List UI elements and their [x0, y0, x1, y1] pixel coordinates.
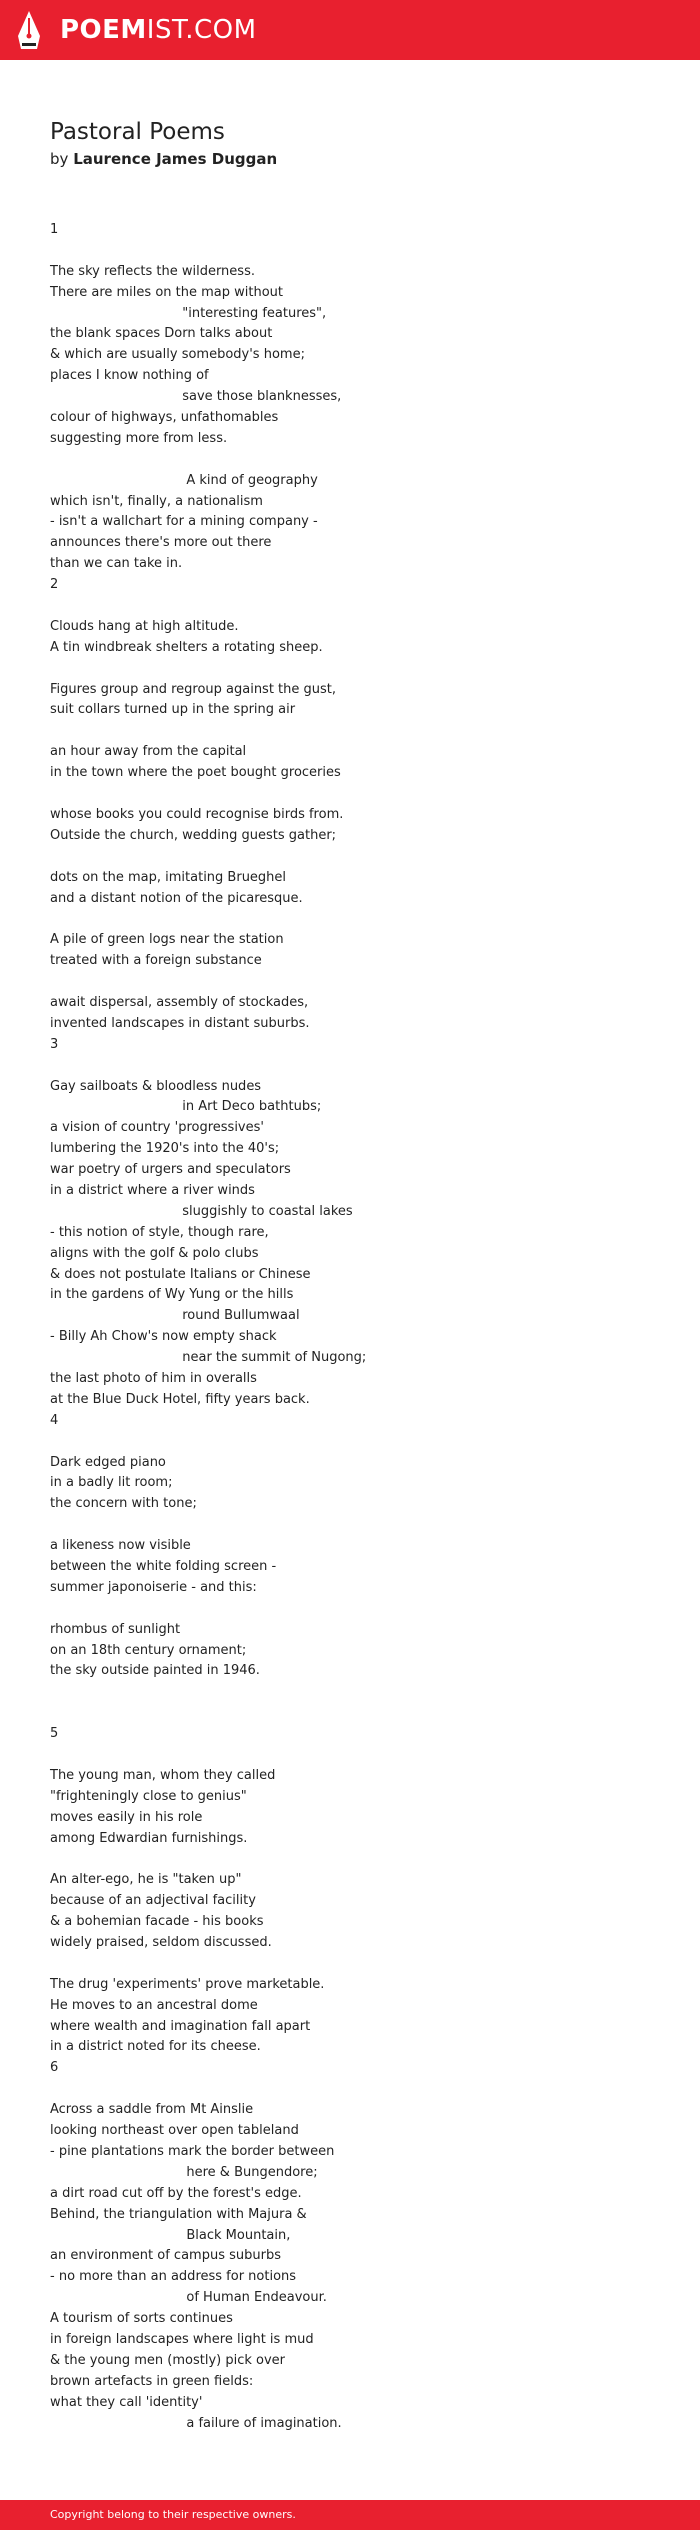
poem-body [50, 220, 670, 2434]
poem-line: near the summit of Nugong; [50, 1350, 367, 1366]
poem-line: in a district noted for its cheese. [50, 2039, 261, 2055]
poem-line: which isn't, finally, a nationalism [50, 493, 263, 509]
stanza-gap [50, 909, 670, 930]
section-number: 5 [50, 1726, 59, 1742]
poem-line: Across a saddle from Mt Ainslie [50, 2102, 254, 2118]
poem-header [50, 118, 277, 169]
poem-line: & does not postulate Italians or Chinese [50, 1266, 311, 1282]
poem-line: Gay sailboats & bloodless nudes [50, 1078, 262, 1094]
poem-line: lumbering the 1920's into the 40's; [50, 1141, 280, 1157]
poem-line: Dark edged piano [50, 1454, 166, 1470]
stanza-gap [50, 1954, 670, 1975]
poem-line: save those blanknesses, [50, 389, 342, 405]
poem-line: in a badly lit room; [50, 1475, 173, 1491]
poem-line: Black Mountain, [50, 2227, 291, 2243]
stanza-gap [50, 1849, 670, 1870]
poem-line: in foreign landscapes where light is mud [50, 2331, 314, 2347]
poem-line: The young man, whom they called [50, 1767, 276, 1783]
poem-line: in Art Deco bathtubs; [50, 1099, 322, 1115]
poem-line: - no more than an address for notions [50, 2269, 297, 2285]
poem-line: - pine plantations mark the border between [50, 2143, 335, 2159]
poem-line: summer japonoiserie - and this: [50, 1579, 257, 1595]
stanza-gap [50, 1599, 670, 1620]
poem-line: of Human Endeavour. [50, 2290, 327, 2306]
poem-line: among Edwardian furnishings. [50, 1830, 248, 1846]
poem-line: invented landscapes in distant suburbs. [50, 1015, 310, 1031]
poem-line: There are miles on the map without [50, 284, 283, 300]
section-number: 2 [50, 577, 59, 593]
poem-line: "frighteningly close to genius" [50, 1788, 247, 1804]
poem-line: an environment of campus suburbs [50, 2248, 281, 2264]
stanza-gap [50, 721, 670, 742]
poem-line: widely praised, seldom discussed. [50, 1935, 272, 1951]
poem-line: brown artefacts in green fields: [50, 2373, 254, 2389]
stanza-gap [50, 241, 670, 262]
poem-line: & a bohemian facade - his books [50, 1914, 264, 1930]
poem-line: round Bullumwaal [50, 1308, 300, 1324]
poem-line: A kind of geography [50, 472, 318, 488]
poem-line: & which are usually somebody's home; [50, 347, 305, 363]
poem-line: places I know nothing of [50, 368, 209, 384]
site-header [0, 0, 700, 60]
byline [50, 149, 277, 169]
poem-line: because of an adjectival facility [50, 1893, 256, 1909]
poem-line: treated with a foreign substance [50, 953, 262, 969]
poem-line: & the young men (mostly) pick over [50, 2352, 286, 2368]
poem-line: await dispersal, assembly of stockades, [50, 994, 309, 1010]
poem-line: sluggishly to coastal lakes [50, 1203, 353, 1219]
stanza-gap [50, 1056, 670, 1077]
poem-line: rhombus of sunlight [50, 1621, 181, 1637]
by-label: by [50, 150, 69, 168]
poem-line: Outside the church, wedding guests gather; [50, 827, 337, 843]
poem-line: a failure of imagination. [50, 2415, 342, 2431]
poem-line: an hour away from the capital [50, 744, 247, 760]
pen-nib-icon[interactable] [16, 10, 42, 50]
poem-line: whose books you could recognise birds from. [50, 806, 344, 822]
section-number: 6 [50, 2060, 59, 2076]
site-footer [0, 2500, 700, 2530]
stanza-gap [50, 596, 670, 617]
poem-line: war poetry of urgers and speculators [50, 1162, 291, 1178]
stanza-gap [50, 784, 670, 805]
poem-line: between the white folding screen - [50, 1559, 277, 1574]
poem-line: The drug 'experiments' prove marketable. [50, 1976, 325, 1992]
poem-line: the concern with tone; [50, 1496, 197, 1512]
poem-line: a likeness now visible [50, 1538, 191, 1554]
copyright-text: Copyright belong to their respective owners. [50, 2508, 296, 2521]
poem-line: Behind, the triangulation with Majura & [50, 2206, 307, 2222]
poem-line: announces there's more out there [50, 535, 272, 551]
stanza-gap [50, 1515, 670, 1536]
author-name: Laurence James Duggan [73, 150, 278, 168]
poem-line: moves easily in his role [50, 1809, 203, 1825]
logo-light-text: IST.COM [146, 15, 257, 45]
poem-line: He moves to an ancestral dome [50, 1997, 258, 2013]
poem-line: colour of highways, unfathomables [50, 410, 279, 426]
poem-line: and a distant notion of the picaresque. [50, 890, 303, 906]
poem-line: Clouds hang at high altitude. [50, 618, 239, 634]
poem-line: A pile of green logs near the station [50, 932, 284, 948]
site-logo[interactable] [60, 13, 257, 47]
poem-line: in a district where a river winds [50, 1182, 255, 1198]
poem-line: "interesting features", [50, 305, 327, 321]
poem-line: aligns with the golf & polo clubs [50, 1245, 259, 1261]
stanza-gap [50, 972, 670, 993]
poem-line: Figures group and regroup against the gust, [50, 681, 337, 697]
poem-line: suggesting more from less. [50, 430, 228, 446]
poem-line: where wealth and imagination fall apart [50, 2018, 311, 2034]
poem-line: than we can take in. [50, 556, 183, 572]
stanza-gap [50, 1745, 670, 1766]
poem-line: - this notion of style, though rare, [50, 1224, 269, 1240]
poem-line: - Billy Ah Chow's now empty shack [50, 1329, 277, 1345]
section-number: 4 [50, 1412, 59, 1428]
poem-line: a vision of country 'progressives' [50, 1120, 264, 1136]
poem-line: An alter-ego, he is "taken up" [50, 1872, 242, 1888]
poem-line: - isn't a wallchart for a mining company - [50, 514, 318, 530]
section-number: 1 [50, 222, 59, 237]
poem-line: dots on the map, imitating Brueghel [50, 869, 287, 885]
poem-line: the blank spaces Dorn talks about [50, 326, 273, 342]
stanza-gap [50, 1432, 670, 1453]
poem-line: A tourism of sorts continues [50, 2311, 233, 2327]
poem-line: the last photo of him in overalls [50, 1370, 257, 1386]
poem-line: at the Blue Duck Hotel, fifty years back. [50, 1391, 310, 1407]
stanza-gap [50, 659, 670, 680]
stanza-gap [50, 2079, 670, 2100]
stanza-gap [50, 450, 670, 471]
stanza-gap [50, 1703, 670, 1724]
poem-line: The sky reflects the wilderness. [50, 263, 255, 279]
poem-line: in the gardens of Wy Yung or the hills [50, 1287, 294, 1303]
poem-line: in the town where the poet bought groceries [50, 765, 341, 781]
poem-line: a dirt road cut off by the forest's edge. [50, 2185, 302, 2201]
poem-line: looking northeast over open tableland [50, 2123, 299, 2139]
poem-line: here & Bungendore; [50, 2164, 318, 2180]
poem-line: A tin windbreak shelters a rotating sheep. [50, 639, 323, 655]
poem-line: on an 18th century ornament; [50, 1642, 247, 1658]
poem-line: what they call 'identity' [50, 2394, 203, 2410]
stanza-gap [50, 847, 670, 868]
poem-line: the sky outside painted in 1946. [50, 1663, 260, 1679]
section-number: 3 [50, 1036, 59, 1052]
poem-title: Pastoral Poems [50, 119, 225, 145]
stanza-gap [50, 1682, 670, 1703]
poem-line: suit collars turned up in the spring air [50, 702, 296, 718]
logo-bold-text: POEM [60, 15, 147, 45]
